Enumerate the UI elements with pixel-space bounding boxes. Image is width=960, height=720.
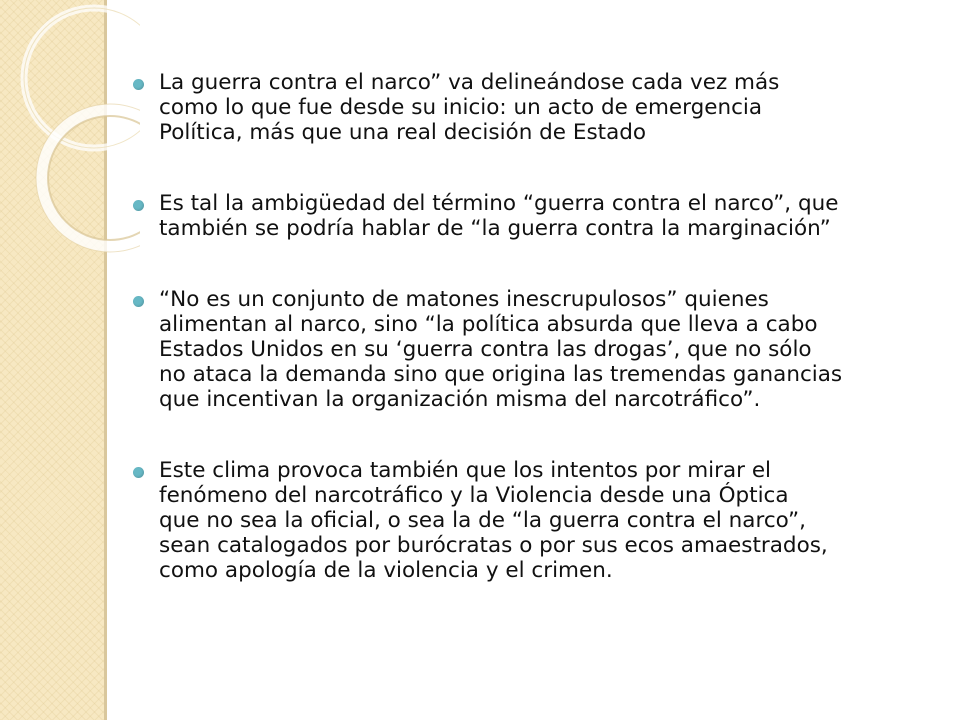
bullet-line: Estados Unidos en su ‘guerra contra las drogas’, que no sólo bbox=[159, 337, 812, 362]
bullet-dot-icon bbox=[133, 296, 144, 307]
bullet-item-2 bbox=[130, 191, 920, 241]
bullet-line: también se podría hablar de “la guerra contra la marginación” bbox=[159, 216, 831, 241]
bullet-dot-icon bbox=[133, 467, 144, 478]
bullet-item-4 bbox=[130, 458, 920, 583]
bullet-dot-icon bbox=[133, 79, 144, 90]
bullet-item-1 bbox=[130, 70, 920, 145]
bullet-line: Política, más que una real decisión de Estado bbox=[159, 120, 647, 145]
bullet-line: no ataca la demanda sino que origina las tremendas ganancias bbox=[159, 362, 843, 387]
bullet-line: como apología de la violencia y el crimen. bbox=[159, 558, 613, 583]
bullet-line: alimentan al narco, sino “la política absurda que lleva a cabo bbox=[159, 312, 818, 337]
bullet-line: Este clima provoca también que los intentos por mirar el bbox=[159, 458, 772, 483]
bullet-line: que no sea la oficial, o sea la de “la guerra contra el narco”, bbox=[159, 508, 806, 533]
bullet-line: como lo que fue desde su inicio: un acto de emergencia bbox=[159, 95, 763, 120]
bullet-line: sean catalogados por burócratas o por sus ecos amaestrados, bbox=[159, 533, 828, 558]
bullet-line: “No es un conjunto de matones inescrupulosos” quienes bbox=[159, 287, 769, 312]
bullet-line: La guerra contra el narco” va delineándose cada vez más bbox=[159, 70, 780, 95]
bullet-line: Es tal la ambigüedad del término “guerra contra el narco”, que bbox=[159, 191, 839, 216]
bullet-item-3 bbox=[130, 287, 920, 412]
bullet-dot-icon bbox=[133, 200, 144, 211]
bullet-list bbox=[130, 70, 920, 583]
decorative-rings-icon bbox=[0, 0, 140, 300]
bullet-line: fenómeno del narcotráfico y la Violencia desde una Óptica bbox=[159, 483, 789, 508]
bullet-line: que incentivan la organización misma del narcotráfico”. bbox=[159, 387, 761, 412]
